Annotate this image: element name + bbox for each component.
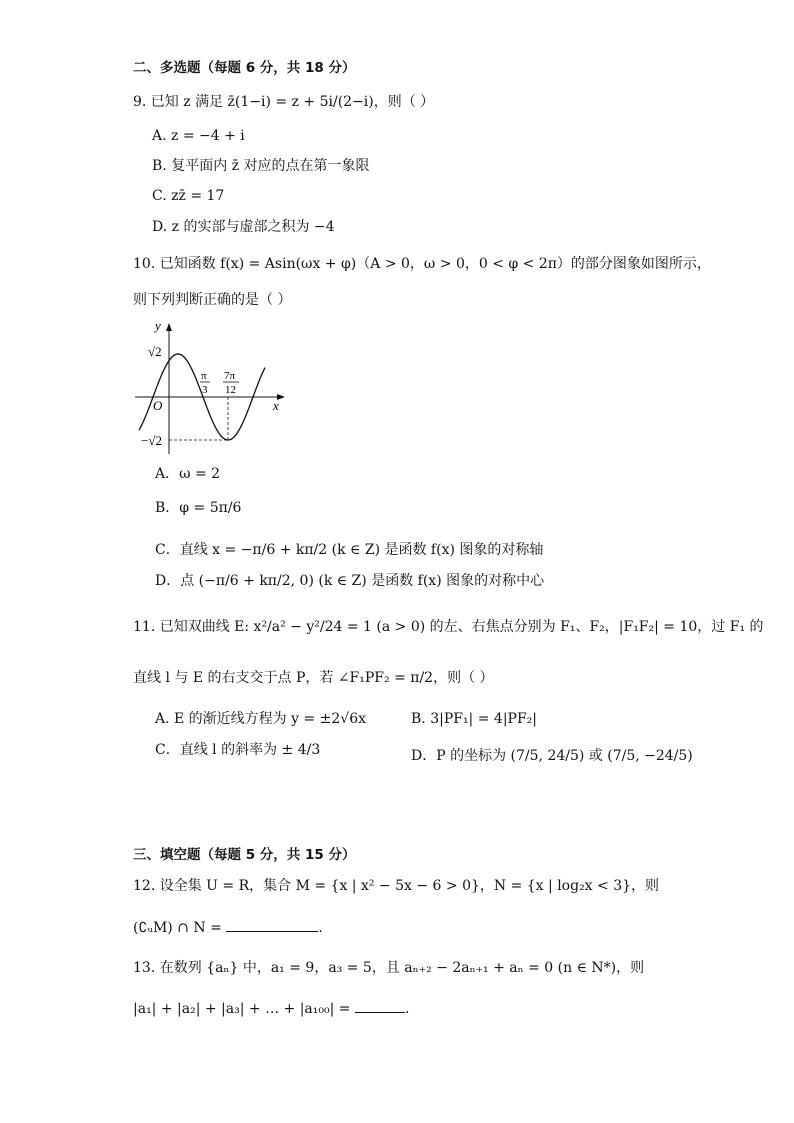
tick-pi-over-3-num: π — [201, 370, 207, 382]
q9-option-a: A. z = −4 + i — [152, 128, 245, 144]
tick-7pi-over-12-num: 7π — [224, 370, 236, 382]
q12-stem-line2 — [133, 917, 323, 938]
q9-option-b: B. 复平面内 z̄ 对应的点在第一象限 — [152, 158, 370, 174]
section-title-fill-in: 三、填空题（每题 5 分，共 15 分） — [133, 847, 356, 863]
q10-stem-line2: 则下列判断正确的是（ ） — [133, 292, 292, 308]
y-axis-label: y — [155, 318, 161, 333]
q12-stem-line1: 12. 设全集 U = R，集合 M = {x | x² − 5x − 6 > 0}，N = {x | log₂x < 3}，则 — [133, 878, 660, 894]
q13-stem-line2 — [133, 998, 409, 1019]
q13-answer-blank[interactable] — [355, 998, 405, 1013]
q13-tail: . — [404, 1001, 410, 1017]
y-min-label: −√2 — [141, 433, 162, 448]
q11-stem-line1: 11. 已知双曲线 E: x²/a² − y²/24 = 1 (a > 0) 的左、右焦点分别为 F₁、F₂，|F₁F₂| = 10，过 F₁ 的 — [133, 619, 764, 635]
tick-7pi-over-12-den: 12 — [225, 384, 236, 396]
q10-option-a: A．ω = 2 — [155, 466, 221, 482]
section-title-multiple-choice: 二、多选题（每题 6 分，共 18 分） — [133, 60, 356, 76]
q11-option-d: D．P 的坐标为 (7/5, 24/5) 或 (7/5, −24/5) — [411, 748, 693, 764]
q11-option-c: C．直线 l 的斜率为 ± 4/3 — [155, 742, 321, 758]
q11-option-a: A. E 的渐近线方程为 y = ±2√6x — [155, 711, 367, 727]
q13-expression: |a₁| + |a₂| + |a₃| + … + |a₁₀₀| = — [133, 1001, 355, 1017]
q10-option-c: C．直线 x = −π/6 + kπ/2 (k ∈ Z) 是函数 f(x) 图象的对称轴 — [155, 542, 544, 558]
origin-label: O — [153, 398, 163, 413]
q13-stem-line1: 13. 在数列 {aₙ} 中，a₁ = 9，a₃ = 5，且 aₙ₊₂ − 2aₙ₊₁ + aₙ = 0 (n ∈ N*)，则 — [133, 960, 645, 976]
q12-answer-blank[interactable] — [226, 917, 318, 932]
tick-pi-over-3-den: 3 — [202, 384, 208, 396]
q11-stem-line2: 直线 l 与 E 的右支交于点 P，若 ∠F₁PF₂ = π/2，则（ ） — [133, 670, 494, 686]
q11-option-b: B. 3|PF₁| = 4|PF₂| — [411, 711, 537, 727]
x-axis-label: x — [273, 398, 279, 413]
q10-option-d: D．点 (−π/6 + kπ/2, 0) (k ∈ Z) 是函数 f(x) 图象的对称中心 — [155, 573, 545, 589]
y-max-label: √2 — [148, 344, 162, 359]
q12-expression: (∁ᵤM) ∩ N = — [133, 920, 227, 936]
y-axis-arrow — [166, 323, 172, 331]
q10-option-b: B．φ = 5π/6 — [155, 500, 242, 516]
q9-option-c: C. zz̄ = 17 — [152, 188, 225, 204]
q10-stem-line1: 10. 已知函数 f(x) = Asin(ωx + φ)（A > 0，ω > 0，0 < φ < 2π）的部分图象如图所示， — [133, 256, 711, 272]
q12-tail: . — [318, 920, 323, 936]
q10-sine-graph — [133, 318, 293, 460]
q9-stem: 9. 已知 z 满足 z̄(1−i) = z + 5i/(2−i)，则（ ） — [133, 94, 435, 110]
q9-option-d: D. z 的实部与虚部之积为 −4 — [152, 219, 335, 235]
